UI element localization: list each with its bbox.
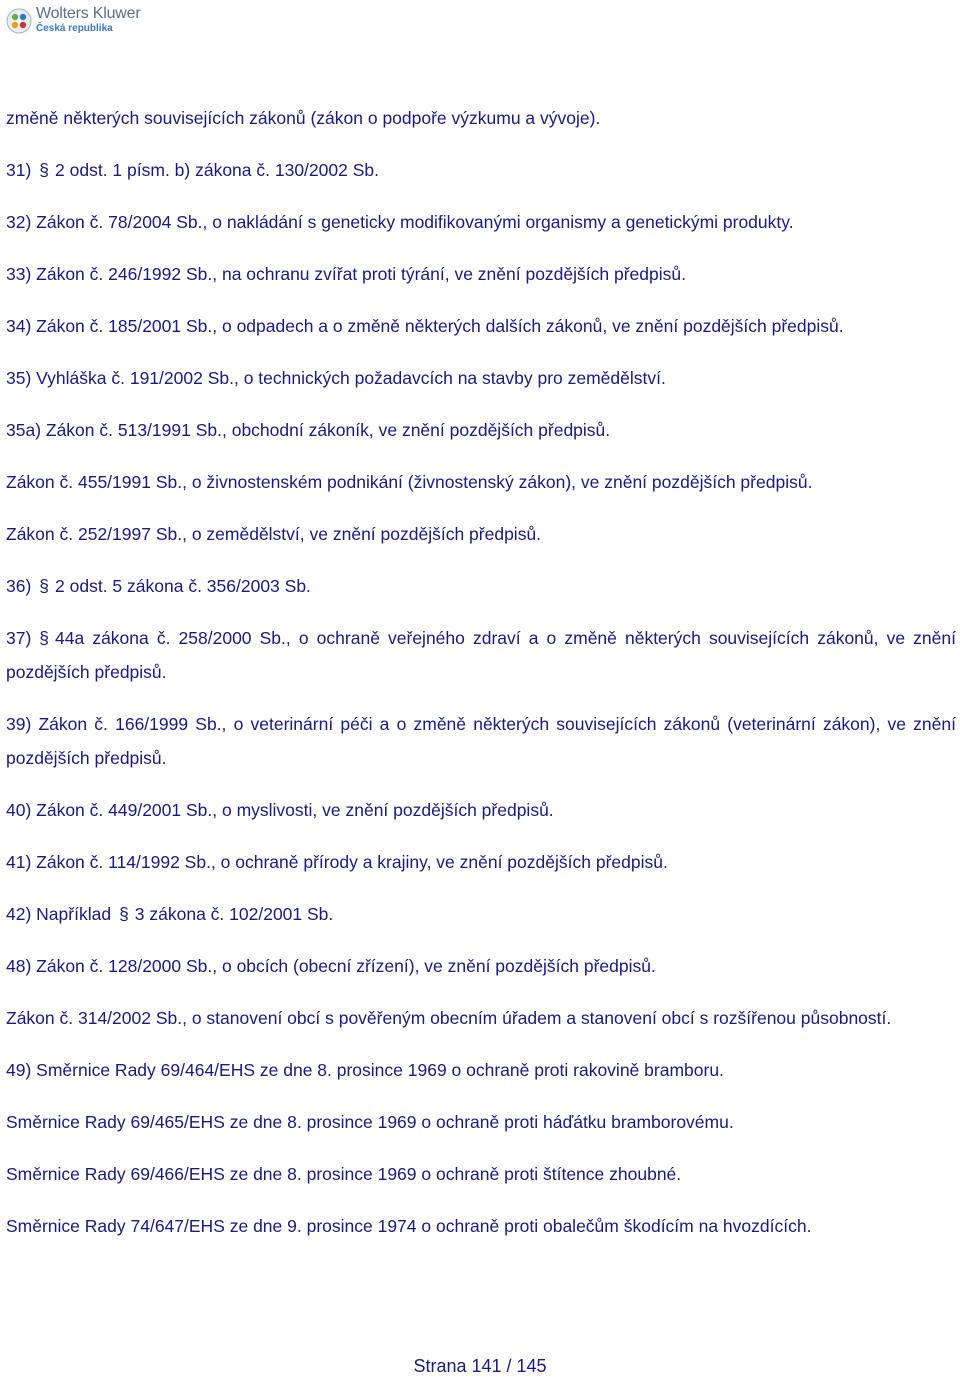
footnote-prefix: 42) Například xyxy=(6,904,112,924)
footnote-text: 39) Zákon č. 166/1999 Sb., o veterinární péči a o změně některých souvisejících zákonů (veterinární zákon), ve znění pozdějších předpisů. xyxy=(6,714,956,768)
footnote-text: 48) Zákon č. 128/2000 Sb., o obcích (obecní zřízení), ve znění pozdějších předpisů. xyxy=(6,956,656,976)
footnote-text: změně některých souvisejících zákonů (zákon o podpoře výzkumu a vývoje). xyxy=(6,108,601,128)
footnote-text: 3 zákona č. 102/2001 Sb. xyxy=(134,904,334,924)
document-body xyxy=(6,101,956,1261)
footnote-text: 40) Zákon č. 449/2001 Sb., o myslivosti, ve znění pozdějších předpisů. xyxy=(6,800,554,820)
footnote-paragraph xyxy=(6,1209,956,1243)
footnote-paragraph xyxy=(6,1157,956,1191)
wolters-kluwer-logo-icon xyxy=(6,8,32,34)
section-sign: § xyxy=(39,160,50,180)
footnote-paragraph xyxy=(6,517,956,551)
footnote-paragraph xyxy=(6,897,956,931)
footnote-paragraph xyxy=(6,257,956,291)
section-sign: § xyxy=(39,628,50,648)
footnote-paragraph xyxy=(6,1001,956,1035)
footnote-paragraph xyxy=(6,101,956,135)
footnote-text: 2 odst. 5 zákona č. 356/2003 Sb. xyxy=(55,576,311,596)
footnote-paragraph xyxy=(6,1053,956,1087)
footnote-text: 32) Zákon č. 78/2004 Sb., o nakládání s geneticky modifikovanými organismy a genetickými produkty. xyxy=(6,212,794,232)
footnote-paragraph xyxy=(6,205,956,239)
footnote-text: Směrnice Rady 69/466/EHS ze dne 8. prosince 1969 o ochraně proti štítence zhoubné. xyxy=(6,1164,682,1184)
footnote-text: Zákon č. 455/1991 Sb., o živnostenském podnikání (živnostenský zákon), ve znění pozdějších předpisů. xyxy=(6,472,813,492)
section-sign: § xyxy=(119,904,129,924)
footnote-paragraph xyxy=(6,569,956,603)
section-sign: § xyxy=(39,576,50,596)
footnote-text: Zákon č. 314/2002 Sb., o stanovení obcí s pověřeným obecním úřadem a stanovení obcí s rozšířenou působností. xyxy=(6,1008,892,1028)
header xyxy=(6,6,141,40)
footnote-text: 34) Zákon č. 185/2001 Sb., o odpadech a o změně některých dalších zákonů, ve znění pozdějších předpisů. xyxy=(6,316,844,336)
footnote-paragraph xyxy=(6,845,956,879)
footnote-prefix: 31) xyxy=(6,160,32,180)
footnote-paragraph xyxy=(6,707,956,775)
footnote-paragraph xyxy=(6,949,956,983)
footnote-text: 44a zákona č. 258/2000 Sb., o ochraně veřejného zdraví a o změně některých souvisejících zákonů, ve znění pozdějších předpisů. xyxy=(6,628,956,682)
footnote-text: Směrnice Rady 74/647/EHS ze dne 9. prosince 1974 o ochraně proti obalečům škodícím na hvozdících. xyxy=(6,1216,812,1236)
footnote-text: 49) Směrnice Rady 69/464/EHS ze dne 8. prosince 1969 o ochraně proti rakovině bramboru. xyxy=(6,1060,724,1080)
footnote-text: Zákon č. 252/1997 Sb., o zemědělství, ve znění pozdějších předpisů. xyxy=(6,524,542,544)
footnote-paragraph xyxy=(6,309,956,343)
footnote-prefix: 36) xyxy=(6,576,32,596)
footnote-paragraph xyxy=(6,621,956,689)
footnote-text: 35) Vyhláška č. 191/2002 Sb., o technických požadavcích na stavby pro zemědělství. xyxy=(6,368,666,388)
footnote-paragraph xyxy=(6,413,956,447)
footnote-text: 35a) Zákon č. 513/1991 Sb., obchodní zákoník, ve znění pozdějších předpisů. xyxy=(6,420,611,440)
footnote-text: 41) Zákon č. 114/1992 Sb., o ochraně přírody a krajiny, ve znění pozdějších předpisů. xyxy=(6,852,668,872)
logo-text xyxy=(36,6,141,34)
footnote-text: 33) Zákon č. 246/1992 Sb., na ochranu zvířat proti týrání, ve znění pozdějších předpisů. xyxy=(6,264,686,284)
footnote-paragraph xyxy=(6,1105,956,1139)
footnote-paragraph xyxy=(6,361,956,395)
page-number: Strana 141 / 145 xyxy=(413,1356,547,1376)
brand-name: Wolters Kluwer xyxy=(36,5,141,22)
brand-subtitle: Česká republika xyxy=(36,23,113,34)
footnote-paragraph xyxy=(6,465,956,499)
footnote-paragraph xyxy=(6,793,956,827)
footnote-text: 2 odst. 1 písm. b) zákona č. 130/2002 Sb. xyxy=(55,160,379,180)
footnote-prefix: 37) xyxy=(6,628,32,648)
footnote-text: Směrnice Rady 69/465/EHS ze dne 8. prosince 1969 o ochraně proti háďátku bramborovému. xyxy=(6,1112,734,1132)
footnote-paragraph xyxy=(6,153,956,187)
